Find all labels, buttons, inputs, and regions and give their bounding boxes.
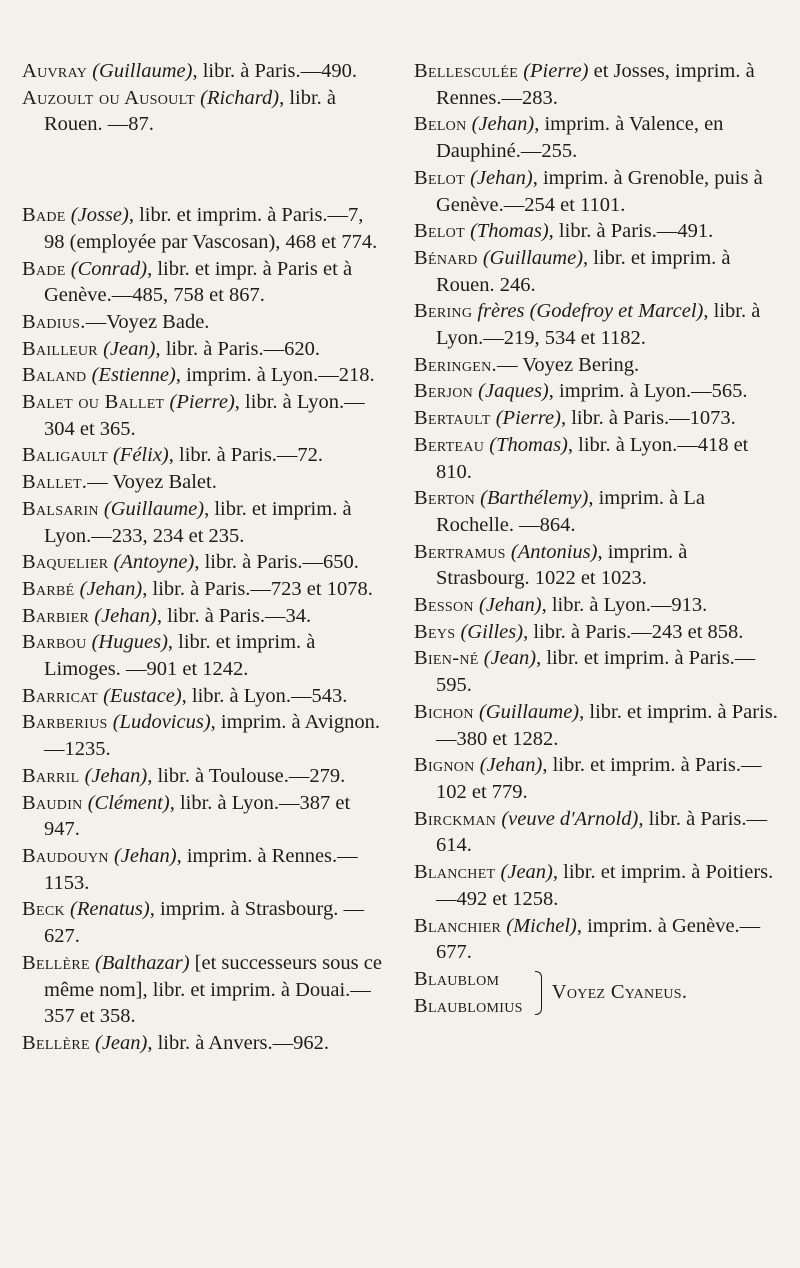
index-entry — [414, 592, 786, 619]
index-entry — [414, 485, 786, 538]
entry-details: , libr. à Toulouse.—279. — [147, 764, 346, 787]
entry-details: , libr. à Lyon.—387 et 947. — [44, 791, 351, 841]
entry-details: , libr. à Paris.—650. — [194, 551, 359, 574]
index-entry — [22, 603, 387, 630]
entry-name: Bien-né — [414, 647, 479, 670]
index-entry — [22, 709, 387, 762]
entry-details: , libr. à Lyon.—913. — [541, 594, 708, 617]
brace-names — [414, 966, 523, 1019]
entry-details: , libr. et imprim. à Paris.— 595. — [436, 647, 756, 697]
entry-details: , imprim. à Strasbourg. —627. — [44, 898, 364, 948]
left-column — [22, 58, 387, 1057]
index-entry — [22, 763, 387, 790]
entry-given-name: (Clément) — [87, 791, 170, 814]
entry-name: Beys — [414, 620, 456, 643]
entry-name: Blanchier — [414, 914, 502, 937]
entry-given-name: (Jean) — [483, 647, 537, 670]
entry-details: — Voyez Bering. — [496, 353, 640, 376]
entry-name: Barberius — [22, 711, 108, 734]
entry-name: Bellère — [22, 951, 90, 974]
entry-given-name: (Antonius) — [510, 540, 598, 563]
entry-name: Berton — [414, 487, 476, 510]
index-entry — [22, 896, 387, 949]
index-entry — [22, 629, 387, 682]
index-entry — [22, 549, 387, 576]
entry-given-name: (Jaques) — [478, 380, 549, 403]
index-entry — [414, 859, 786, 912]
entry-details: , libr. à Paris.—72. — [168, 444, 324, 467]
entry-details: , libr. à Paris.—34. — [156, 604, 312, 627]
entry-name: Barricat — [22, 684, 98, 707]
right-column — [414, 58, 786, 1019]
entry-given-name: (Jehan) — [94, 604, 157, 627]
index-entry — [22, 469, 387, 496]
entry-given-name: (Guillaume) — [478, 700, 580, 723]
index-entry — [414, 352, 786, 379]
index-entry — [22, 309, 387, 336]
entry-given-name: (Jehan) — [479, 754, 543, 777]
entry-name: Auvray — [22, 60, 88, 82]
index-entry — [414, 913, 786, 966]
index-entry — [414, 58, 786, 111]
index-entry — [22, 442, 387, 469]
entry-name: Auzoult ou Ausoult — [22, 86, 195, 109]
entry-name: Bellesculée — [414, 60, 519, 82]
entry-details: , libr. et imprim. à Paris. —380 et 1282. — [436, 700, 778, 750]
entry-given-name: (Josse) — [70, 204, 129, 227]
entry-name: Besson — [414, 594, 474, 617]
entry-given-name: (Jehan) — [471, 113, 535, 136]
entry-details: , imprim. à Genève.—677. — [436, 914, 761, 964]
entry-details: , libr. à Lyon.—418 et 810. — [436, 433, 749, 483]
index-entry — [22, 336, 387, 363]
entry-name: Bichon — [414, 700, 474, 723]
index-entry — [22, 1030, 387, 1057]
spacer — [22, 138, 387, 202]
entry-given-name: (Thomas) — [489, 433, 568, 456]
entry-details: , libr. à Paris.— 614. — [436, 807, 768, 857]
index-entry — [414, 645, 786, 698]
entry-name: Bénard — [414, 246, 478, 269]
cross-reference: Voyez Cyaneus. — [551, 981, 688, 1004]
entry-name: Birckman — [414, 807, 497, 830]
entry-details: , libr. et imprim. à Poitiers. —492 et 1258. — [436, 861, 774, 910]
entry-name: Baligault — [22, 444, 108, 467]
entry-name: Barbier — [22, 604, 90, 627]
entry-name: Beringen. — [414, 353, 497, 376]
entry-given-name: (Jehan) — [84, 764, 148, 787]
entry-given-name: (Guillaume) — [92, 60, 193, 82]
entry-name: Bertramus — [414, 540, 506, 563]
index-entry — [22, 843, 387, 896]
entry-given-name: (Antoyne) — [113, 551, 195, 574]
index-entry — [22, 496, 387, 549]
entry-given-name: (Jehan) — [470, 166, 533, 189]
entry-given-name: (Pierre) — [169, 391, 235, 414]
index-entry — [414, 245, 786, 298]
entry-name: Beck — [22, 898, 65, 921]
entry-given-name: (Estienne) — [91, 364, 176, 387]
entry-details: —Voyez Bade. — [85, 310, 210, 333]
index-entry — [22, 85, 387, 138]
index-entry — [22, 576, 387, 603]
entry-given-name: (Renatus) — [70, 898, 150, 921]
entry-name: Bailleur — [22, 337, 98, 360]
entry-given-name: (Richard) — [200, 86, 280, 109]
entry-details: , imprim. à Rennes.—1153. — [44, 844, 358, 894]
entry-name: Belon — [414, 113, 467, 136]
entry-name: Balsarin — [22, 497, 99, 520]
entry-given-name: (Jehan) — [478, 594, 542, 617]
index-entry — [22, 790, 387, 843]
entry-name: Belot — [414, 220, 465, 243]
index-entry — [414, 752, 786, 805]
entry-details: , libr. à Paris.—1073. — [560, 407, 736, 430]
entry-details: , imprim. à Lyon.—565. — [548, 380, 748, 403]
entry-name: Blanchet — [414, 861, 496, 884]
index-entry — [22, 950, 387, 1030]
entry-name: Baudin — [22, 791, 83, 814]
entry-details: , imprim. à Avignon. —1235. — [44, 711, 380, 761]
entry-name: Berjon — [414, 380, 474, 403]
entry-details: , libr. et imprim. à Limoges. —901 et 1242. — [44, 631, 316, 681]
entry-details: , libr. à Lyon.—219, 534 et 1182. — [436, 300, 761, 350]
entry-details: , imprim. à Lyon.—218. — [175, 364, 375, 387]
entry-name: Barbé — [22, 577, 75, 600]
index-entry — [22, 683, 387, 710]
index-entry — [22, 256, 387, 309]
entry-details: , libr. à Rouen. —87. — [44, 86, 336, 136]
entry-given-name: (Pierre) — [523, 60, 589, 82]
entry-name: Blaublom — [414, 967, 500, 990]
entry-name: Badius. — [22, 310, 86, 333]
entry-name: Balet ou Ballet — [22, 391, 165, 414]
entry-given-name: frères (Godefroy et Marcel) — [477, 300, 704, 323]
brace-icon — [535, 971, 542, 1015]
entry-name: Barril — [22, 764, 80, 787]
index-entry — [22, 389, 387, 442]
entry-details: , imprim. à Grenoble, puis à Genève.—254 et 1101. — [436, 166, 763, 216]
entry-given-name: (Pierre) — [495, 407, 561, 430]
entry-given-name: (Jehan) — [113, 844, 177, 867]
entry-details: , libr. et imprim. à Rouen. 246. — [436, 246, 731, 296]
entry-name: Bering — [414, 300, 473, 323]
entry-given-name: (veuve d'Arnold) — [501, 807, 639, 830]
index-entry — [22, 362, 387, 389]
entry-name: Bellère — [22, 1031, 90, 1054]
entry-details: et Josses, imprim. à Rennes.—283. — [436, 60, 755, 109]
entry-given-name: (Jean) — [103, 337, 156, 360]
entry-given-name: (Jean) — [500, 861, 553, 884]
entry-given-name: (Jean) — [95, 1031, 148, 1054]
entry-given-name: (Guillaume) — [482, 246, 584, 269]
entry-name: Baudouyn — [22, 844, 109, 867]
index-entry — [414, 619, 786, 646]
entry-name: Blaublomius — [414, 994, 523, 1017]
entry-name: Bade — [22, 257, 66, 280]
entry-details: , imprim. à La Rochelle. —864. — [436, 487, 706, 536]
entry-details: , libr. à Paris.—491. — [548, 220, 714, 243]
entry-given-name: (Michel) — [506, 914, 577, 937]
entry-given-name: (Félix) — [112, 444, 169, 467]
entry-given-name: (Thomas) — [470, 220, 549, 243]
entry-given-name: (Balthazar) — [95, 951, 190, 974]
entry-details: — Voyez Balet. — [87, 471, 217, 494]
entry-name: Barbou — [22, 631, 87, 654]
index-entry — [414, 218, 786, 245]
index-entry — [414, 165, 786, 218]
entry-details: , imprim. à Valence, en Dauphiné.—255. — [436, 113, 724, 163]
entry-details: , libr. et imprim. à Lyon.—233, 234 et 235. — [44, 497, 352, 547]
index-entry — [414, 432, 786, 485]
index-entry — [22, 202, 387, 255]
entry-given-name: (Guillaume) — [103, 497, 205, 520]
index-entry — [414, 539, 786, 592]
entry-details: , libr. et imprim. à Paris.—7, 98 (employée par Vascosan), 468 et 774. — [44, 204, 378, 253]
entry-given-name: (Hugues) — [91, 631, 168, 654]
entry-given-name: (Eustace) — [103, 684, 182, 707]
entry-name: Berteau — [414, 433, 485, 456]
index-entry — [414, 111, 786, 164]
entry-details: , libr. à Anvers.—962. — [147, 1031, 329, 1054]
entry-name: Bignon — [414, 754, 475, 777]
entry-details: , libr. à Paris.—723 et 1078. — [142, 577, 373, 600]
index-entry — [414, 699, 786, 752]
entry-given-name: (Ludovicus) — [112, 711, 211, 734]
index-entry — [414, 298, 786, 351]
index-entry — [414, 378, 786, 405]
entry-name: Bade — [22, 204, 66, 227]
index-entry — [414, 806, 786, 859]
entry-details: , libr. à Paris.—620. — [155, 337, 320, 360]
entry-details: , libr. à Lyon.—304 et 365. — [44, 391, 365, 440]
entry-details: , libr. et imprim. à Paris.— 102 et 779. — [436, 754, 762, 803]
entry-details: , imprim. à Strasbourg. 1022 et 1023. — [436, 540, 688, 590]
entry-given-name: (Gilles) — [460, 620, 524, 643]
entry-details: , libr. à Paris.—243 et 858. — [523, 620, 744, 643]
entry-name: Baquelier — [22, 551, 109, 574]
entry-name: Baland — [22, 364, 87, 387]
index-entry — [22, 58, 387, 85]
entry-given-name: (Jehan) — [79, 577, 143, 600]
index-entry — [414, 405, 786, 432]
entry-name: Belot — [414, 166, 465, 189]
entry-details: [et successeurs sous ce même nom], libr. et imprim. à Douai.— 357 et 358. — [44, 951, 382, 1028]
entry-given-name: (Barthélemy) — [480, 487, 589, 510]
entry-name: Ballet. — [22, 471, 88, 494]
cross-reference-group — [414, 966, 786, 1019]
entry-given-name: (Conrad) — [70, 257, 148, 280]
entry-details: , libr. à Lyon.—543. — [181, 684, 348, 707]
entry-details: , libr. à Paris.—490. — [192, 60, 357, 82]
entry-name: Bertault — [414, 407, 491, 430]
entry-details: , libr. et impr. à Paris et à Genève.—485, 758 et 867. — [44, 257, 353, 307]
